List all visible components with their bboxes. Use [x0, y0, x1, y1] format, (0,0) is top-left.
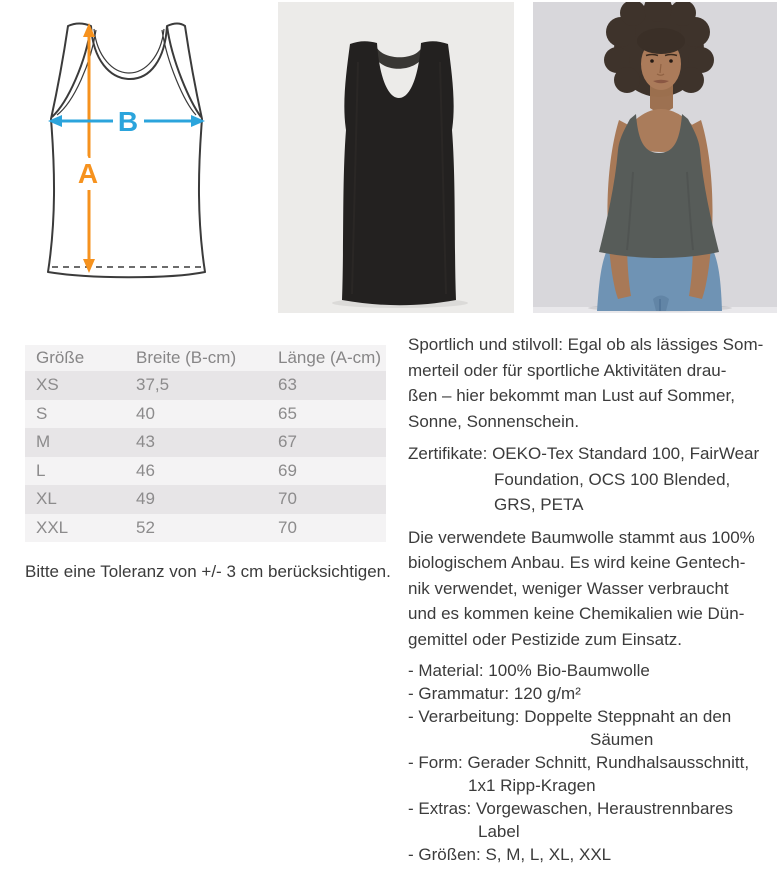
length-label: A	[77, 158, 99, 189]
detail-material: - Material: 100% Bio-Baumwolle	[408, 661, 650, 680]
length-cell: 63	[278, 375, 297, 395]
column-header-width: Breite (B-cm)	[136, 348, 237, 367]
size-cell: XXL	[36, 517, 69, 537]
size-cell: XS	[36, 375, 59, 395]
detail-grammatur: - Grammatur: 120 g/m²	[408, 684, 581, 703]
size-cell: M	[36, 432, 51, 452]
text-line: merteil oder für sportliche Aktivitäten drau-	[408, 360, 727, 380]
text-line: GRS, PETA	[494, 495, 584, 514]
table-row-m	[25, 428, 386, 457]
details-list	[408, 659, 777, 866]
text-line: Foundation, OCS 100 Blended,	[494, 469, 731, 489]
table-row-s	[25, 400, 386, 429]
detail-extras: - Extras: Vorgewaschen, Heraustrennbares	[408, 799, 734, 818]
table-row-xl	[25, 485, 386, 514]
text-line: ßen – hier bekommt man Lust auf Sommer,	[408, 386, 735, 405]
tank-outline	[48, 24, 205, 278]
column-header-size: Größe	[36, 348, 85, 367]
certificates-paragraph	[408, 441, 777, 518]
detail-groessen: - Größen: S, M, L, XL, XXL	[408, 845, 612, 864]
length-cell: 69	[278, 460, 297, 480]
width-cell: 40	[136, 403, 155, 423]
black-tank-top-image	[278, 2, 514, 313]
text-line: Sonne, Sonnenschein.	[408, 411, 580, 431]
width-cell: 43	[136, 432, 155, 452]
text-line: biologischem Anbau. Es wird keine Gentech-	[408, 553, 746, 572]
model-photo-tank-top	[533, 2, 777, 313]
tank-top-measurement-diagram	[20, 10, 220, 290]
table-row-xxl	[25, 514, 386, 543]
length-cell: 70	[278, 517, 297, 537]
size-cell: L	[36, 460, 46, 480]
width-cell: 37,5	[136, 375, 170, 395]
intro-paragraph	[408, 332, 777, 434]
width-cell: 46	[136, 460, 155, 480]
text-line: Sportlich und stilvoll: Egal ob als lässiges Som-	[408, 335, 764, 354]
detail-form: - Form: Gerader Schnitt, Rundhalsausschnitt,	[408, 753, 750, 772]
text-line: und es kommen keine Chemikalien wie Dün-	[408, 604, 745, 623]
size-cell: S	[36, 403, 48, 423]
length-cell: 70	[278, 489, 297, 509]
model-wearing-tank-top-image	[533, 2, 777, 313]
width-label: B	[117, 106, 139, 137]
width-cell: 49	[136, 489, 155, 509]
size-table	[25, 345, 386, 542]
text-line: gemittel oder Pestizide zum Einsatz.	[408, 629, 683, 649]
hair-fringe	[637, 28, 685, 54]
product-description	[408, 332, 777, 873]
cotton-paragraph	[408, 525, 777, 653]
tolerance-note: Bitte eine Toleranz von +/- 3 cm berücksichtigen.	[25, 562, 391, 581]
size-cell: XL	[36, 489, 57, 509]
eye	[669, 59, 673, 63]
size-diagram-image	[0, 0, 258, 313]
table-row-l	[25, 457, 386, 486]
table-row-xs	[25, 371, 386, 400]
product-photo-black-tank-top	[278, 2, 514, 313]
width-cell: 52	[136, 517, 155, 537]
detail-form-cont: 1x1 Ripp-Kragen	[468, 776, 596, 795]
length-cell: 67	[278, 432, 297, 452]
eye	[650, 59, 654, 63]
size-table-header-row	[25, 345, 386, 371]
text-line: nik verwendet, weniger Wasser verbraucht	[408, 578, 729, 598]
length-cell: 65	[278, 403, 297, 423]
detail-extras-cont: Label	[478, 822, 520, 841]
text-line: Die verwendete Baumwolle stammt aus 100%	[408, 527, 755, 547]
detail-verarbeitung: - Verarbeitung: Doppelte Steppnaht an den	[408, 707, 732, 726]
column-header-length: Länge (A-cm)	[278, 348, 381, 367]
detail-verarbeitung-cont: Säumen	[590, 730, 654, 749]
text-line: Zertifikate: OEKO-Tex Standard 100, FairWear	[408, 444, 760, 463]
